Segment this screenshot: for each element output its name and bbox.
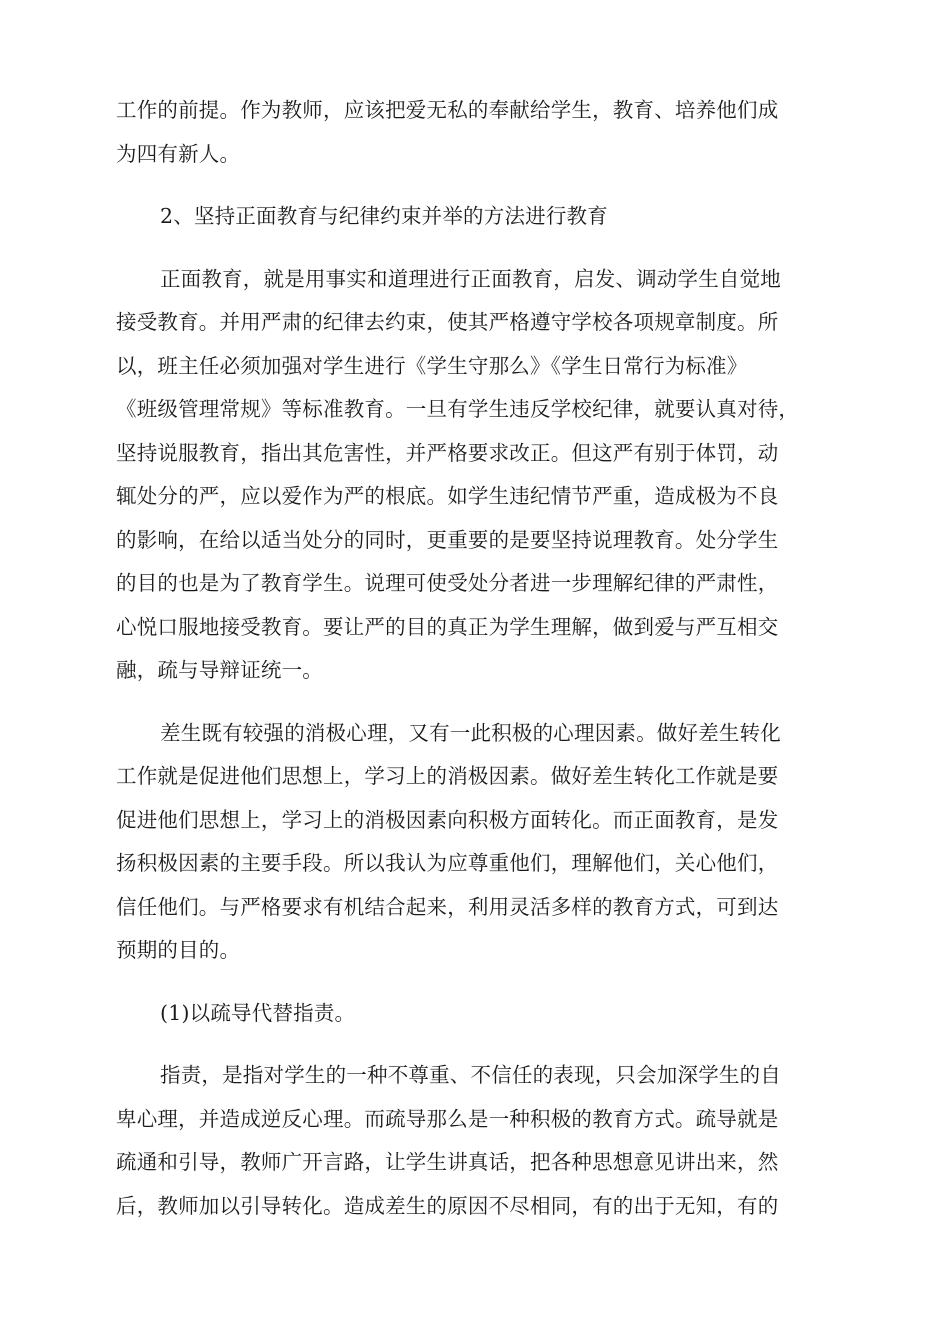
- text-line: 促进他们思想上，学习上的消极因素向积极方面转化。而正面教育，是发: [116, 807, 779, 832]
- sub-heading: [116, 992, 836, 1036]
- text-line: 的影响，在给以适当处分的同时，更重要的是要坚持说理教育。处分学生: [116, 527, 779, 552]
- text-line: 卑心理，并造成逆反心理。而疏导那么是一种积极的教育方式。疏导就是: [116, 1106, 779, 1131]
- heading-line: 2、坚持正面教育与纪律约束并举的方法进行教育: [160, 204, 608, 228]
- heading-line: (1)以疏导代替指责。: [160, 1000, 356, 1025]
- text-line: 差生既有较强的消极心理，又有一此积极的心理因素。做好差生转化: [160, 720, 781, 745]
- text-line: 指责，是指对学生的一种不尊重、不信任的表现，只会加深学生的自: [160, 1063, 781, 1087]
- paragraph: [116, 258, 836, 693]
- text-line: 后，教师加以引导转化。造成差生的原因不尽相同，有的出于无知，有的: [116, 1193, 779, 1218]
- text-line: 工作的前提。作为教师，应该把爱无私的奉献给学生，教育、培养他们成: [116, 98, 779, 122]
- section-heading: [116, 195, 836, 239]
- text-line: 工作就是促进他们思想上，学习上的消极因素。做好差生转化工作就是要: [116, 764, 779, 788]
- text-line: 融，疏与导辩证统一。: [116, 658, 323, 682]
- text-line: 疏通和引导，教师广开言路，让学生讲真话，把各种思想意见讲出来，然: [116, 1150, 779, 1174]
- text-line: 信任他们。与严格要求有机结合起来，利用灵活多样的教育方式，可到达: [116, 894, 779, 919]
- text-line: 的目的也是为了教育学生。说理可使受处分者进一步理解纪律的严肃性，: [116, 571, 779, 595]
- text-line: 《班级管理常规》等标准教育。一旦有学生违反学校纪律，就要认真对待，: [116, 397, 800, 421]
- paragraph: [116, 712, 836, 973]
- text-line: 心悦口服地接受教育。要让严的目的真正为学生理解，做到爱与严互相交: [116, 614, 779, 639]
- document-body: [116, 89, 836, 1228]
- text-line: 以，班主任必须加强对学生进行《学生守那么》《学生日常行为标准》: [116, 353, 748, 378]
- paragraph: [116, 89, 836, 176]
- text-line: 正面教育，就是用事实和道理进行正面教育，启发、调动学生自觉地: [160, 266, 781, 291]
- paragraph: [116, 1054, 836, 1228]
- text-line: 坚持说服教育，指出其危害性，并严格要求改正。但这严有别于体罚，动: [116, 440, 779, 465]
- text-line: 辄处分的严，应以爱作为严的根底。如学生违纪情节严重，造成极为不良: [116, 484, 779, 508]
- text-line: 为四有新人。: [116, 141, 241, 166]
- text-line: 扬积极因素的主要手段。所以我认为应尊重他们，理解他们，关心他们，: [116, 851, 779, 875]
- text-line: 预期的目的。: [116, 938, 241, 962]
- text-line: 接受教育。并用严肃的纪律去约束，使其严格遵守学校各项规章制度。所: [116, 310, 779, 334]
